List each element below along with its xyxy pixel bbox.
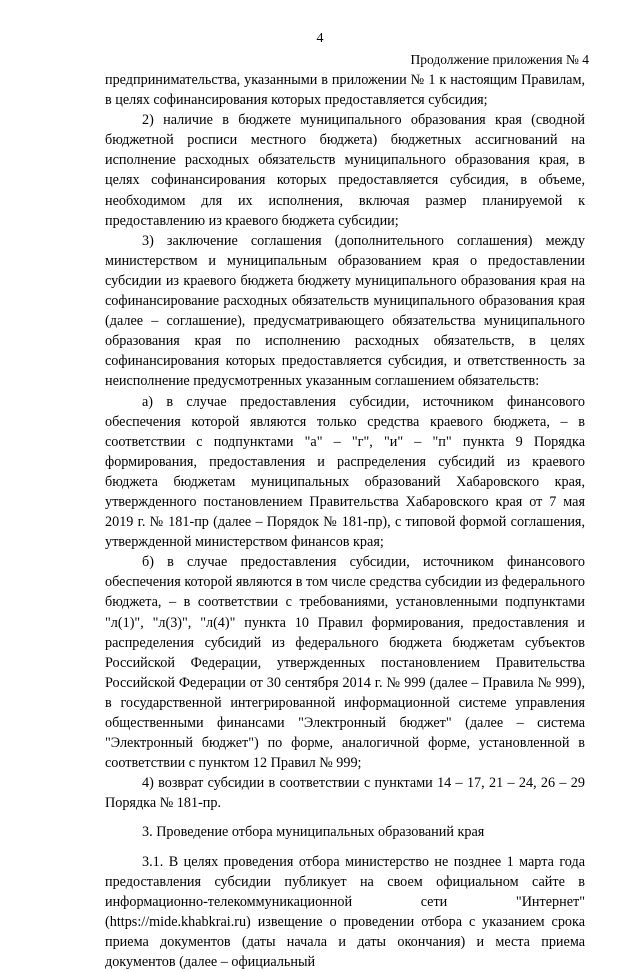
paragraph-subitem-a: а) в случае предоставления субсидии, источником финансового обеспечения которой являются только средства краевого бюджета, – в соответствии с подпунктами "а" – "г", "и" – "п" пункта 9 Порядка формирования, предоставления и распределения субсидий из краевого бюджета бюджетам муниципальных образований Хабаровского края, утвержденного постановлением Правительства Хабаровского края от 7 мая 2019 г. № 181-пр (далее – Порядок № 181-пр), с типовой формой соглашения, утвержденной министерством финансов края;	[105, 393, 585, 551]
section-heading: 3. Проведение отбора муниципальных образований края	[142, 824, 485, 841]
paragraph-item-3: 3) заключение соглашения (дополнительного соглашения) между министерством и муниципальным образованием края о предоставлении субсидии из краевого бюджета бюджету муниципального образования края на софинансирование расходных обязательств муниципального образования края (далее – соглашение), предусматривающего обязательства муниципального образования края по исполнению расходных обязательств, в целях софинансирования которых предоставляется субсидия, и ответственность за неисполнение предусмотренных указанным соглашением обязательств:	[105, 232, 585, 390]
document-body	[105, 70, 585, 972]
paragraph-item-4: 4) возврат субсидии в соответствии с пунктами 14 – 17, 21 – 24, 26 – 29 Порядка № 181-пр.	[105, 775, 585, 812]
paragraph-subitem-b: б) в случае предоставления субсидии, источником финансового обеспечения которой являются в том числе средства субсидии из федерального бюджета, – в соответствии с требованиями, установленными подпунктами "л(1)", "л(3)", "л(4)" пункта 10 Правил формирования, предоставления и распределения субсидий из федерального бюджета бюджетам субъектов Российской Федерации, утвержденных постановлением Правительства Российской Федерации от 30 сентября 2014 г. № 999 (далее – Правила № 999), в государственной интегрированной информационной системе управления общественными финансами "Электронный бюджет" (далее – система "Электронный бюджет") по форме, аналогичной форме, установленной в соответствии с пунктом 12 Правил № 999;	[105, 554, 585, 772]
paragraph-continued: предпринимательства, указанными в приложении № 1 к настоящим Правилам, в целях софинансирования которых предоставляется субсидия;	[105, 72, 585, 109]
page-number: 4	[316, 31, 324, 46]
paragraph-3-1: 3.1. В целях проведения отбора министерство не позднее 1 марта года предоставления субсидии публикует на своем официальном сайте в информационно-телекоммуникационной сети "Интернет" (https://mide.khabkrai.ru) извещение о проведении отбора с указанием срока приема документов (даты начала и даты окончания) и места приема документов (далее – официальный	[105, 853, 585, 971]
continuation-header: Продолжение приложения № 4	[410, 52, 589, 67]
paragraph-item-2: 2) наличие в бюджете муниципального образования края (сводной бюджетной росписи местного бюджета) бюджетных ассигнований на исполнение расходных обязательств муниципального образования края, в целях софинансирования которых предоставляется субсидия, в объеме, необходимом для их исполнения, включая размер планируемой к предоставлению из краевого бюджета субсидии;	[105, 112, 585, 229]
